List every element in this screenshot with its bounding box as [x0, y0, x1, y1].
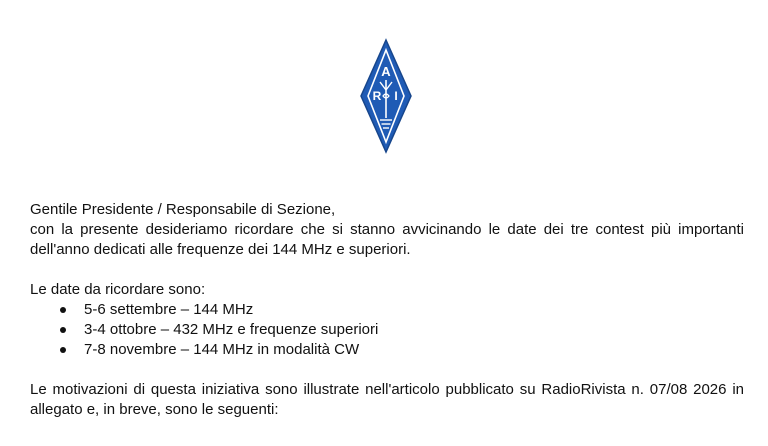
dates-list — [30, 300, 744, 360]
intro-paragraph: con la presente desideriamo ricordare che si stanno avvicinando le date dei tre contest più importanti dell'anno dedicati alle frequenze dei 144 MHz e superiori. — [30, 221, 744, 258]
date-item-text: 7-8 novembre – 144 MHz in modalità CW — [84, 341, 360, 358]
ari-logo — [359, 38, 413, 154]
bullet-icon — [60, 307, 66, 313]
greeting: Gentile Presidente / Responsabile di Sezione, — [30, 201, 336, 218]
list-item — [60, 340, 744, 360]
bullet-icon — [60, 327, 66, 333]
list-item — [60, 300, 744, 320]
dates-heading: Le date da ricordare sono: — [30, 281, 206, 298]
letter-body — [30, 200, 744, 420]
list-item — [60, 320, 744, 340]
motivation-paragraph: Le motivazioni di questa iniziativa sono illustrate nell'articolo pubblicato su RadioRivista n. 07/08 2026 in allegato e, in breve, sono le seguenti: — [30, 381, 744, 418]
date-item-text: 5-6 settembre – 144 MHz — [84, 301, 254, 318]
logo-letter-i: I — [394, 89, 398, 103]
bullet-icon — [60, 347, 66, 353]
date-item-text: 3-4 ottobre – 432 MHz e frequenze superiori — [84, 321, 379, 338]
logo-letter-a: A — [381, 64, 391, 79]
logo-letter-r: R — [372, 89, 382, 103]
